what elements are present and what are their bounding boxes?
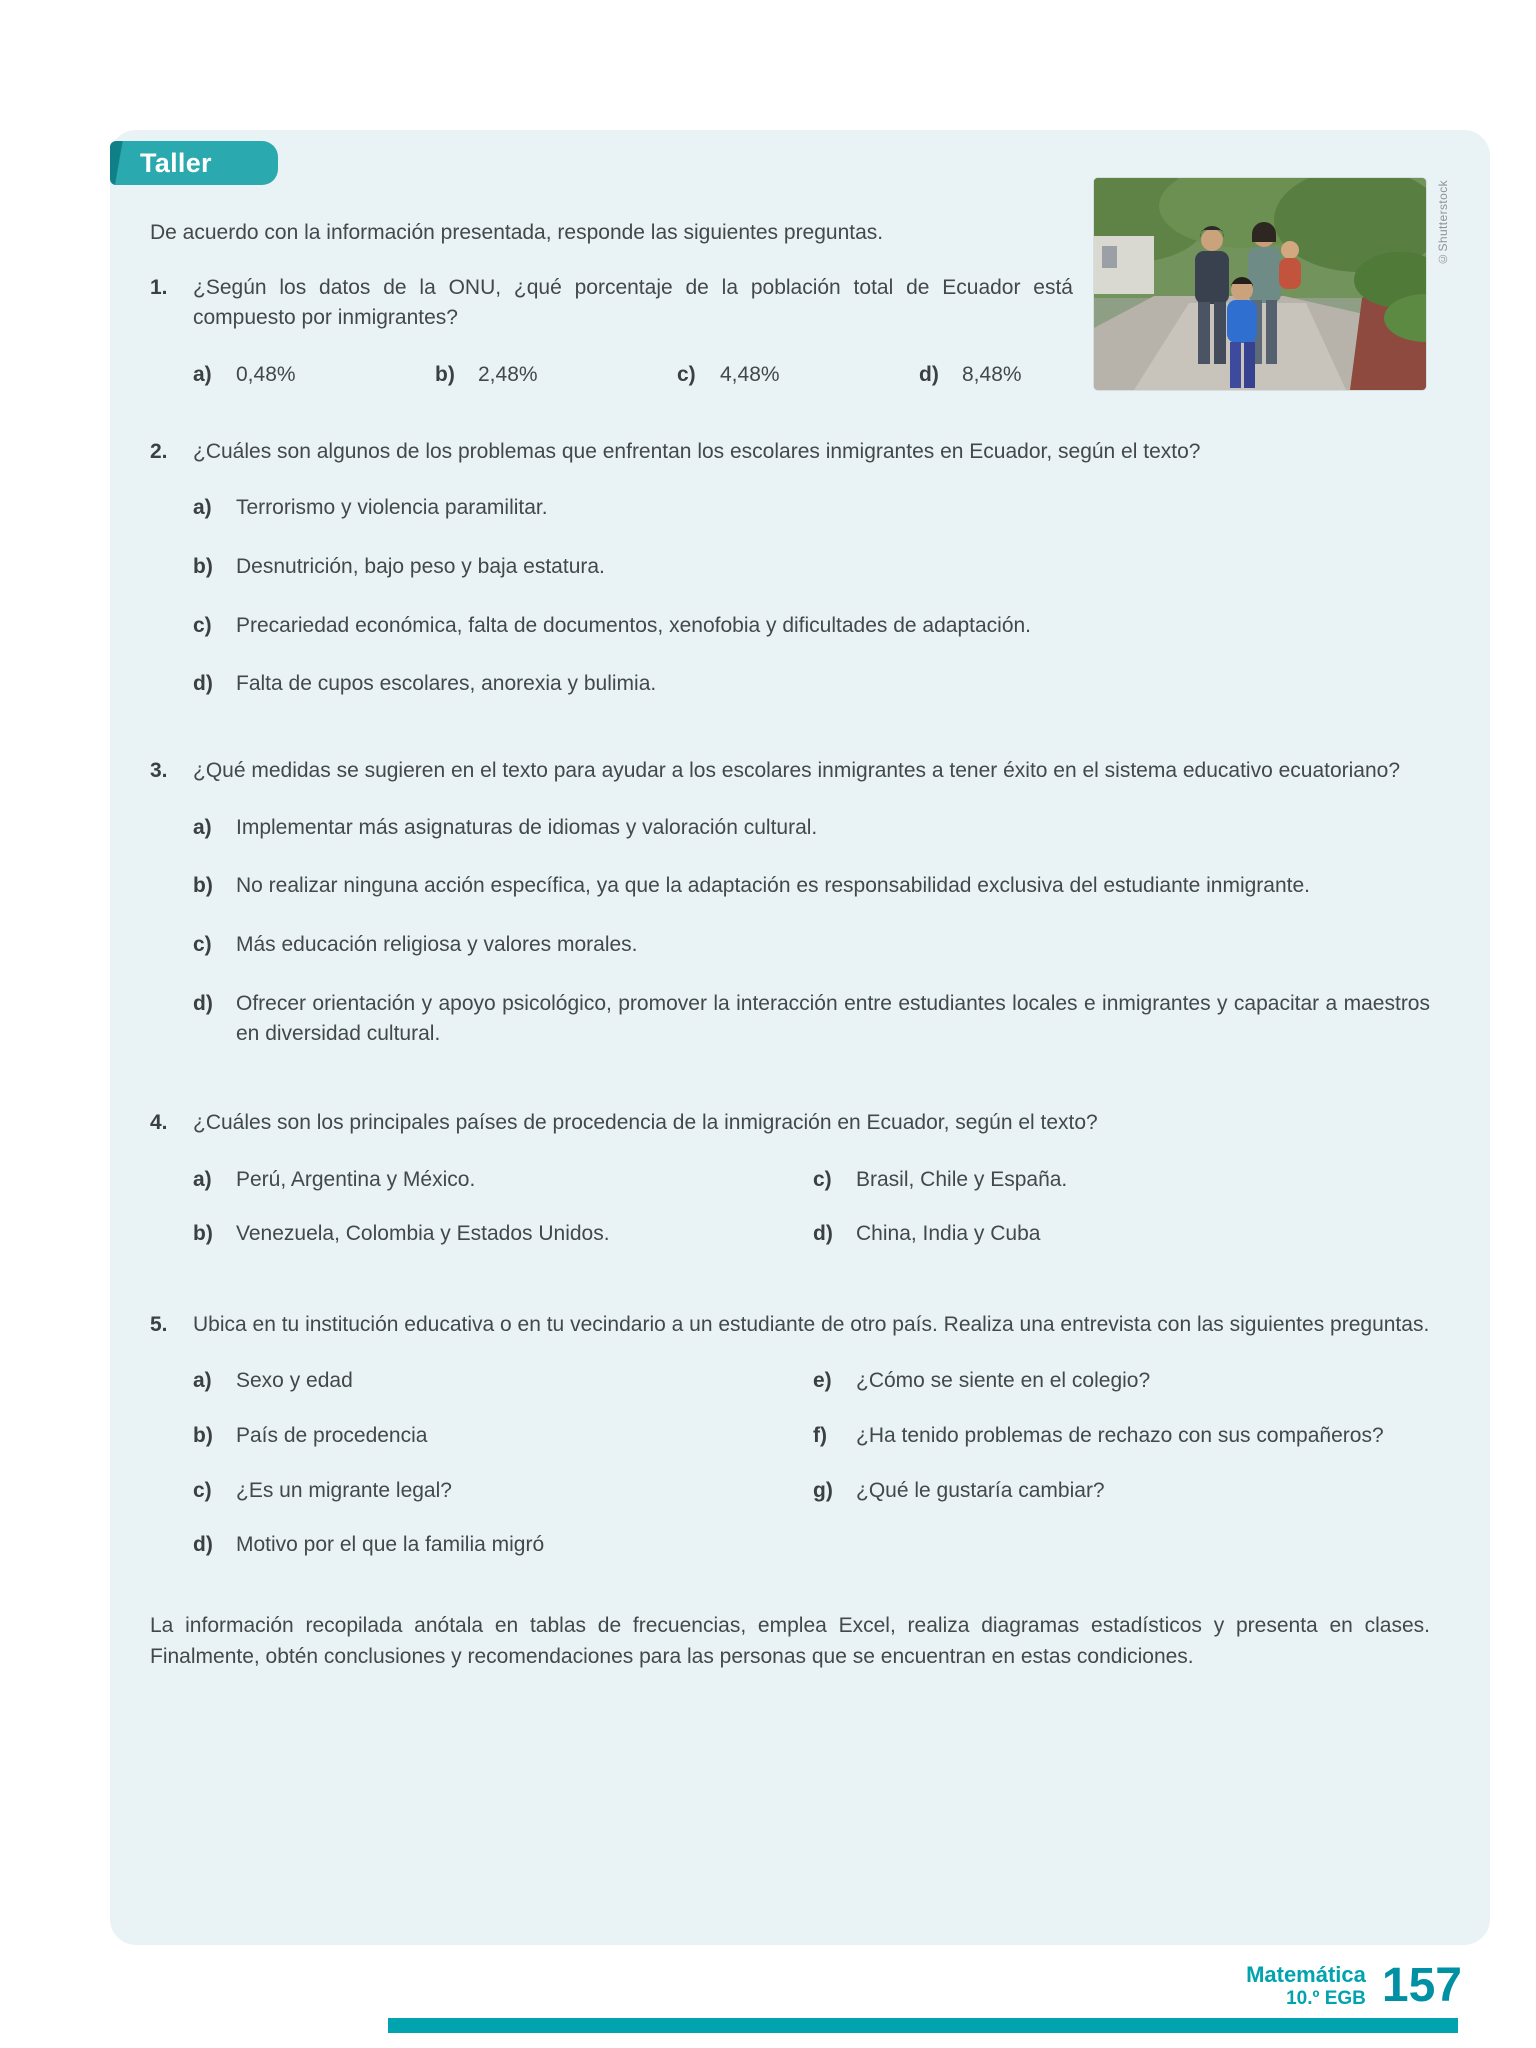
option-text: 4,48% [720, 362, 780, 386]
intro-text: De acuerdo con la información presentada, responde las siguientes preguntas. [150, 221, 884, 244]
option-text: No realizar ninguna acción específica, ya que la adaptación es responsabilidad exclusiva del estudiante inmigrante. [236, 874, 1310, 898]
page-number: 157 [1381, 1959, 1462, 2012]
question-4-options [193, 1165, 1430, 1250]
option [193, 930, 1430, 961]
option [193, 1165, 778, 1196]
option-text: China, India y Cuba [856, 1222, 1041, 1246]
question-4 [150, 1108, 1430, 1250]
option-label: a) [193, 496, 212, 520]
option-label: d) [193, 991, 213, 1015]
option-label: d) [193, 672, 213, 696]
option-text: Ofrecer orientación y apoyo psicológico, promover la interacción entre estudiantes locales e inmigrantes y capacitar a maestros en diversidad cultural. [236, 991, 1430, 1046]
option [813, 1476, 1413, 1507]
option-label: c) [677, 362, 696, 386]
option-text: Falta de cupos escolares, anorexia y bulimia. [236, 672, 657, 696]
option-text: Precariedad económica, falta de documentos, xenofobia y dificultades de adaptación. [236, 613, 1032, 637]
question-number: 3. [150, 758, 168, 782]
question-2 [150, 437, 1430, 700]
option-label: a) [193, 815, 212, 839]
option-label: b) [193, 554, 213, 578]
option-text: Venezuela, Colombia y Estados Unidos. [236, 1222, 610, 1246]
question-text: Ubica en tu institución educativa o en tu vecindario a un estudiante de otro país. Realiza una entrevista con las siguientes preguntas. [193, 1312, 1430, 1336]
option [435, 360, 677, 391]
option [813, 1366, 1413, 1397]
question-2-options [193, 493, 1430, 700]
option-label: b) [193, 1424, 213, 1448]
question-number: 2. [150, 439, 168, 463]
option-label: d) [813, 1222, 833, 1246]
question-text: ¿Qué medidas se sugieren en el texto para ayudar a los escolares inmigrantes a tener éxito en el sistema educativo ecuatoriano? [193, 758, 1401, 782]
option-text: 0,48% [236, 362, 296, 386]
option-text: Motivo por el que la familia migró [236, 1533, 545, 1557]
question-1 [150, 273, 1430, 391]
option [193, 813, 1430, 844]
option [193, 1421, 778, 1452]
option [193, 1530, 778, 1561]
option [193, 669, 1430, 700]
question-5 [150, 1310, 1430, 1561]
taller-content [110, 130, 1490, 1672]
option-text: ¿Qué le gustaría cambiar? [856, 1478, 1105, 1502]
taller-badge-label: Taller [140, 147, 212, 178]
footer-subject: Matemática [1246, 1962, 1366, 1988]
option-label: e) [813, 1369, 832, 1393]
option-label: b) [435, 362, 455, 386]
bottom-bar [388, 2018, 1458, 2033]
option-text: Desnutrición, bajo peso y baja estatura. [236, 554, 605, 578]
option [813, 1421, 1413, 1452]
question-number: 4. [150, 1110, 168, 1134]
option [813, 1219, 1413, 1250]
option [193, 611, 1430, 642]
option-text: ¿Cómo se siente en el colegio? [856, 1369, 1151, 1393]
option-label: c) [193, 1478, 212, 1502]
question-text: ¿Cuáles son los principales países de procedencia de la inmigración en Ecuador, según el texto? [193, 1110, 1098, 1134]
footer-grade: 10.º EGB [1286, 1987, 1366, 2009]
question-number: 1. [150, 275, 168, 299]
option-text: Terrorismo y violencia paramilitar. [236, 496, 548, 520]
option [193, 360, 435, 391]
option-text: 2,48% [478, 362, 538, 386]
photo-credit: ©Shutterstock [1436, 180, 1450, 266]
option-label: d) [919, 362, 939, 386]
option-label: c) [193, 932, 212, 956]
option-label: f) [813, 1424, 827, 1448]
option-label: b) [193, 874, 213, 898]
question-3 [150, 756, 1430, 1050]
option [919, 360, 1161, 391]
option-text: Perú, Argentina y México. [236, 1167, 476, 1191]
option [193, 1219, 778, 1250]
question-text: ¿Cuáles son algunos de los problemas que enfrentan los escolares inmigrantes en Ecuador, según el texto? [193, 439, 1201, 463]
question-1-options [193, 360, 1430, 391]
option-label: d) [193, 1533, 213, 1557]
option-text: 8,48% [962, 362, 1022, 386]
option [193, 552, 1430, 583]
option-text: Sexo y edad [236, 1369, 353, 1393]
footer-meta [1246, 1962, 1366, 2009]
option [813, 1165, 1413, 1196]
closing-text: La información recopilada anótala en tablas de frecuencias, emplea Excel, realiza diagramas estadísticos y presenta en clases. Finalmente, obtén conclusiones y recomendaciones para las personas que se encuentran en estas condiciones. [150, 1614, 1430, 1668]
option-text: País de procedencia [236, 1424, 428, 1448]
option-text: ¿Ha tenido problemas de rechazo con sus compañeros? [856, 1424, 1384, 1448]
option [193, 1476, 778, 1507]
option [193, 871, 1430, 902]
option [193, 1366, 778, 1397]
option-text: ¿Es un migrante legal? [236, 1478, 452, 1502]
option-label: a) [193, 362, 212, 386]
option-label: a) [193, 1167, 212, 1191]
option-label: g) [813, 1478, 833, 1502]
question-number: 5. [150, 1312, 168, 1336]
option [193, 989, 1430, 1050]
option-label: c) [193, 613, 212, 637]
option [193, 493, 1430, 524]
taller-panel [110, 130, 1490, 1945]
option-text: Más educación religiosa y valores morales. [236, 932, 638, 956]
option-label: c) [813, 1167, 832, 1191]
question-5-options [193, 1366, 1430, 1561]
option-label: a) [193, 1369, 212, 1393]
option [677, 360, 919, 391]
page-footer [0, 1959, 1462, 2012]
option-text: Implementar más asignaturas de idiomas y valoración cultural. [236, 815, 818, 839]
option-text: Brasil, Chile y España. [856, 1167, 1068, 1191]
question-3-options [193, 813, 1430, 1050]
option-label: b) [193, 1222, 213, 1246]
question-text: ¿Según los datos de la ONU, ¿qué porcentaje de la población total de Ecuador está compuesto por inmigrantes? [193, 275, 1073, 330]
